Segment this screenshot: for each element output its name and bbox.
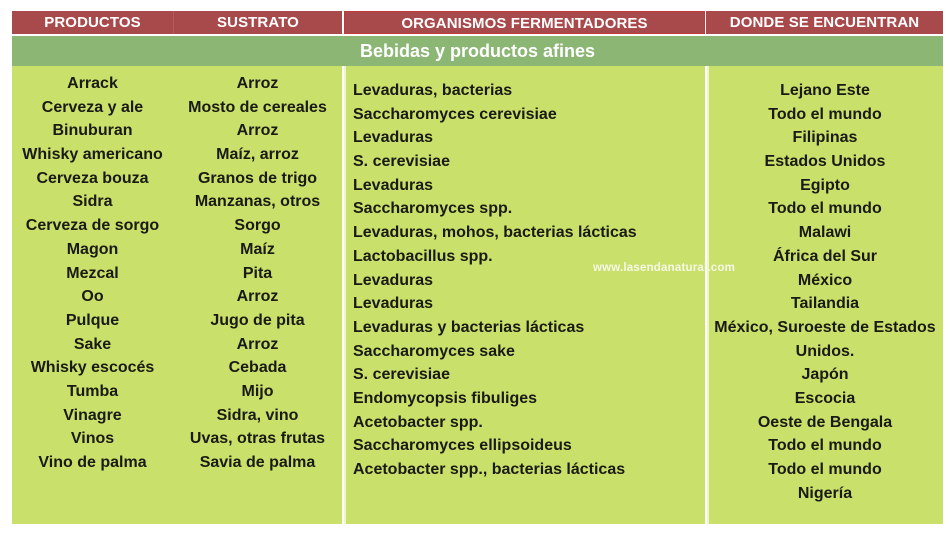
table-cell: Whisky americano [22,146,163,164]
table-cell: Granos de trigo [197,169,318,187]
table-cell: Cerveza bouza [36,169,149,187]
table-cell: Mijo [241,382,274,400]
table-cell: Nigería [797,484,853,502]
table-cell: Jugo de pita [210,311,305,329]
table-cell: Todo el mundo [768,200,882,218]
table-cell: Todo el mundo [768,105,882,123]
table-cell: México, Suroeste de Estados [714,318,936,336]
table-cell: Acetobacter spp. [353,413,483,431]
section-title: Bebidas y productos afines [12,36,943,66]
table-cell: S. cerevisiae [353,153,450,171]
table-cell: Levaduras [353,176,434,194]
table-cell: Levaduras [353,129,434,147]
table-cell: Arroz [236,335,279,353]
table-cell: Todo el mundo [768,461,882,478]
table-cell: México [797,271,853,289]
header-substrate: SUSTRATO [173,11,342,34]
table-cell: Endomycopsis fibuliges [353,389,538,407]
table-cell: Levaduras, mohos, bacterias lácticas [353,224,637,242]
table-cell: Mosto de cereales [188,98,327,116]
header-location: DONDE SE ENCUENTRAN [706,11,943,34]
table-cell: Pulque [65,311,120,329]
table-cell: Cerveza de sorgo [25,217,160,235]
table-cell: Levaduras y bacterias lácticas [353,318,585,336]
table-cell: Levaduras, bacterias [353,82,513,99]
table-cell: Vinagre [63,406,122,424]
header-organisms: ORGANISMOS FERMENTADORES [344,11,705,34]
substrate-column [173,72,342,475]
table-cell: Arroz [236,75,279,92]
table-cell: Savia de palma [199,454,316,471]
table-cell: Malawi [798,224,852,242]
table-cell: Vino de palma [38,454,147,471]
watermark: www.lasendanatural.com [593,262,736,274]
table-cell: Uvas, otras frutas [189,430,326,448]
table-cell: Egipto [800,176,850,194]
table-cell: S. cerevisiae [353,366,450,384]
table-cell: Maíz, arroz [216,146,299,164]
table-cell: Sake [73,335,112,353]
table-cell: Tumba [66,382,119,400]
table-cell: Levaduras [353,271,434,289]
table-cell: Cerveza y ale [41,98,144,116]
table-cell: Saccharomyces sake [353,342,515,360]
organisms-column [353,79,703,482]
table-cell: Acetobacter spp., bacterias lácticas [353,461,626,478]
table-cell: Japón [801,366,849,384]
table-cell: Tailandia [790,295,860,313]
table-cell: Todo el mundo [768,437,882,455]
table-cell: Sidra [72,193,113,211]
table-cell: Sidra, vino [216,406,299,424]
table-cell: Oo [81,288,104,306]
table-cell: Levaduras [353,295,434,313]
location-column [707,79,943,505]
table-cell: Saccharomyces cerevisiae [353,105,557,123]
table-cell: Arroz [236,122,279,140]
table-cell: Saccharomyces ellipsoideus [353,437,572,455]
table-cell: Arrack [67,75,118,92]
table-cell: Filipinas [792,129,858,147]
table-cell: Unidos. [795,342,855,360]
products-column [12,72,173,475]
table-cell: África del Sur [772,247,878,265]
header-products: PRODUCTOS [12,11,173,34]
table-cell: Magon [66,240,119,258]
table-cell: Lejano Este [780,82,870,99]
table-cell: Oeste de Bengala [757,413,893,431]
table-cell: Manzanas, otros [194,193,321,211]
table-cell: Lactobacillus spp. [353,247,493,265]
table-cell: Escocia [794,389,856,407]
table-cell: Binuburan [52,122,133,140]
table-cell: Cebada [228,359,287,377]
table-cell: Arroz [236,288,279,306]
table-cell: Maíz [240,240,275,258]
table-cell: Whisky escocés [30,359,155,377]
table-cell: Vinos [70,430,115,448]
table-cell: Saccharomyces spp. [353,200,513,218]
table-cell: Estados Unidos [764,153,886,171]
table-cell: Sorgo [234,217,281,235]
table-cell: Pita [242,264,273,282]
table-cell: Mezcal [66,264,119,282]
